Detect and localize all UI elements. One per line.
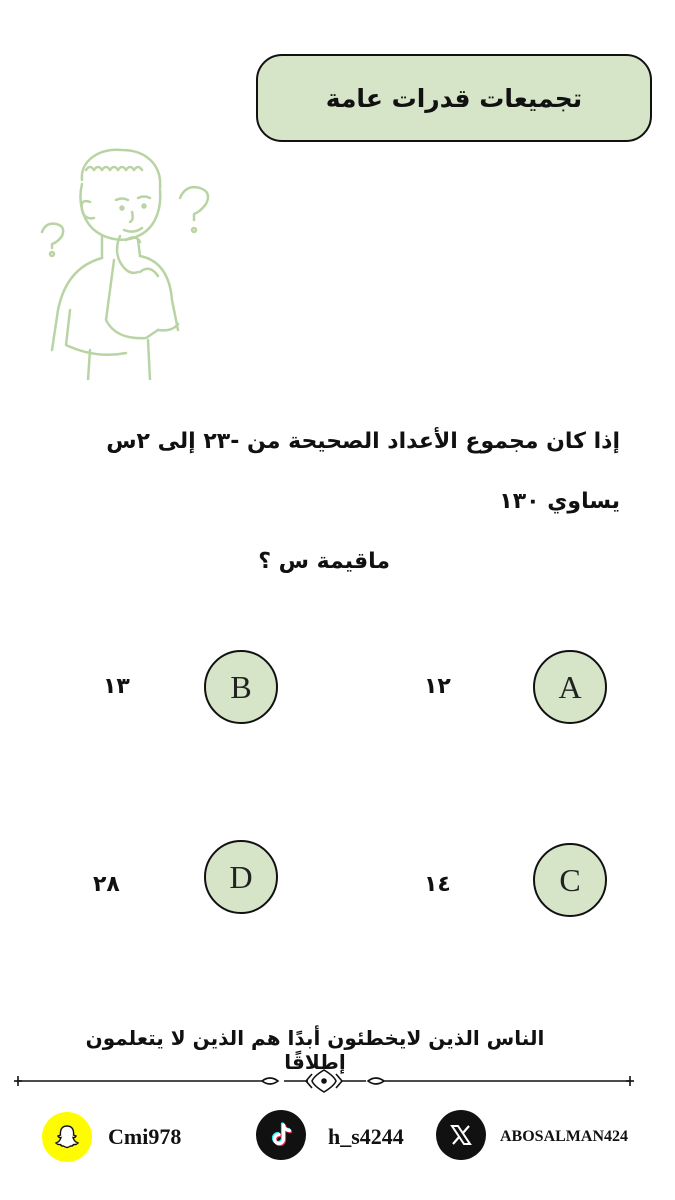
tiktok-icon[interactable] (256, 1110, 306, 1160)
option-d-value: ٢٨ (93, 872, 120, 897)
x-handle[interactable]: ABOSALMAN424 (500, 1128, 629, 1145)
option-b-button[interactable]: B (204, 650, 278, 724)
option-a-value: ١٢ (424, 674, 451, 699)
question-text (40, 412, 620, 592)
option-c-value: ١٤ (424, 872, 451, 897)
snapchat-icon[interactable] (42, 1112, 92, 1162)
tiktok-handle[interactable]: h_s4244 (328, 1124, 404, 1149)
quote-text: الناس الذين لايخطئون أبدًا هم الذين لا يتعلمون إطلاقًا (85, 1026, 545, 1074)
title-box (256, 54, 652, 142)
snapchat-handle[interactable]: Cmi978 (108, 1124, 182, 1149)
page-title: تجميعات قدرات عامة (325, 83, 583, 113)
question-line-1: إذا كان مجموع الأعداد الصحيحة من -٢٣ إلى ٢س يساوي ١٣٠ (106, 429, 620, 514)
option-b-value: ١٣ (103, 674, 130, 699)
option-a-button[interactable]: A (533, 650, 607, 724)
ornamental-divider (12, 1068, 637, 1094)
option-c-button[interactable]: C (533, 843, 607, 917)
thinking-person-icon (30, 140, 230, 380)
x-icon[interactable] (436, 1110, 486, 1160)
question-line-2: ماقيمة س ؟ (258, 549, 390, 574)
option-d-button[interactable]: D (204, 840, 278, 914)
